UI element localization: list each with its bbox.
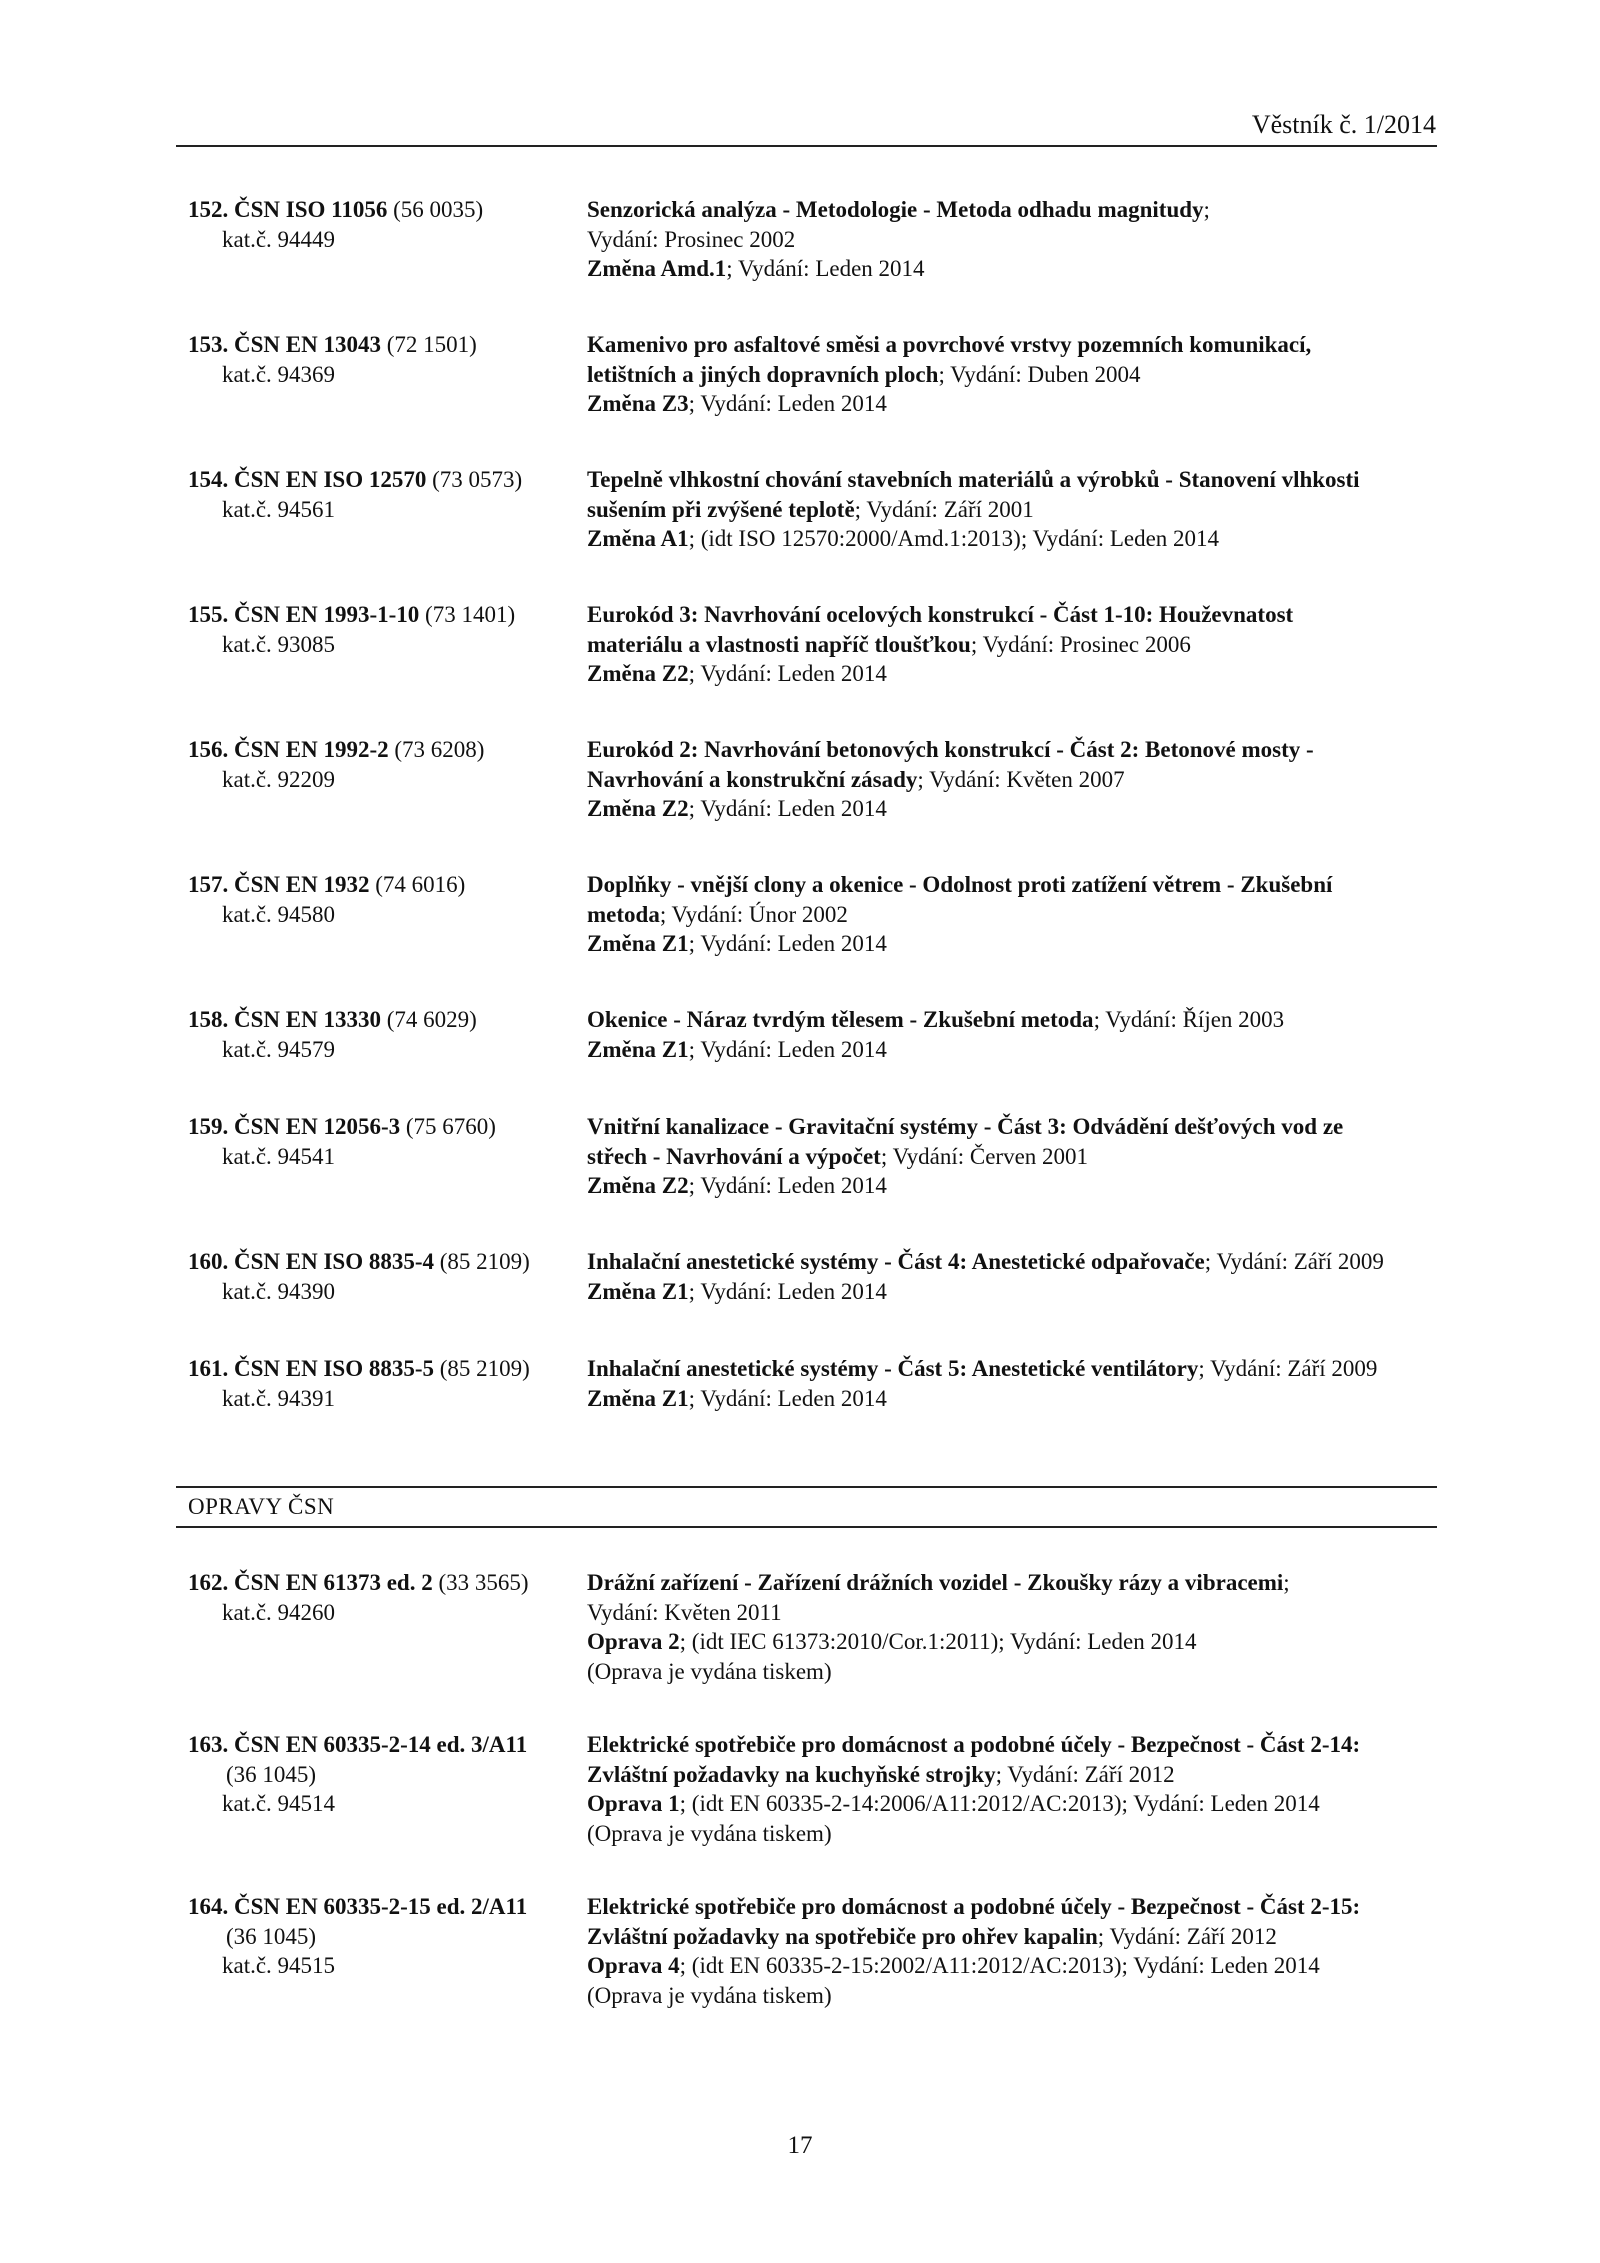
amendment-date: ; (idt ISO 12570:2000/Amd.1:2013); Vydání: Leden 2014: [688, 526, 1220, 551]
entry-number: 155.: [188, 602, 229, 627]
entry-description: [587, 1354, 1452, 1413]
catalog-number: kat.č. 94260: [222, 1599, 336, 1625]
catalog-number: kat.č. 94580: [222, 901, 336, 927]
entry-identifier: [188, 1112, 588, 1171]
section-header-corrections: [176, 1486, 1437, 1528]
catalog-number: kat.č. 94579: [222, 1036, 336, 1062]
class-code: (74 6029): [386, 1007, 477, 1032]
title-bold: Zvláštní požadavky na spotřebiče pro ohřev kapalin: [587, 1923, 1098, 1949]
entry-identifier: [188, 870, 588, 929]
issue-date: ; Vydání: Září 2009: [1204, 1249, 1384, 1274]
title-bold: střech - Navrhování a výpočet: [587, 1143, 881, 1169]
standard-code: ČSN EN 60335-2-15 ed. 2/A11: [234, 1894, 528, 1919]
class-code: (73 1401): [425, 602, 516, 627]
correction-label: Oprava 2: [587, 1629, 680, 1654]
correction-label: Oprava 1: [587, 1791, 680, 1816]
class-code: (85 2109): [439, 1249, 530, 1274]
class-code: (73 6208): [394, 737, 485, 762]
title-bold: materiálu a vlastnosti napříč tloušťkou: [587, 631, 971, 657]
class-code: (72 1501): [386, 332, 477, 357]
title-bold: sušením při zvýšené teplotě: [587, 496, 855, 522]
issue-date: ; Vydání: Září 2012: [1097, 1923, 1277, 1949]
catalog-number: kat.č. 94369: [222, 361, 336, 387]
entry-identifier: [188, 600, 588, 659]
class-code: (74 6016): [375, 872, 466, 897]
amendment-date: ; Vydání: Leden 2014: [688, 796, 887, 821]
title-bold: Eurokód 3: Navrhování ocelových konstrukcí - Část 1-10: Houževnatost: [587, 602, 1294, 627]
title-rest: ;: [1203, 197, 1210, 222]
standard-code: ČSN EN 13330: [234, 1007, 381, 1032]
title-bold: Tepelně vlhkostní chování stavebních materiálů a výrobků - Stanovení vlhkosti: [587, 467, 1360, 492]
entry-identifier: [188, 1247, 588, 1306]
standard-code: ČSN EN 61373 ed. 2: [234, 1570, 433, 1595]
issue-date: ; Vydání: Prosinec 2006: [970, 631, 1191, 657]
entry-description: [587, 1247, 1452, 1306]
issue-date: ; Vydání: Duben 2004: [938, 361, 1141, 387]
title-bold: Elektrické spotřebiče pro domácnost a podobné účely - Bezpečnost - Část 2-14:: [587, 1732, 1361, 1757]
class-code: (73 0573): [432, 467, 523, 492]
entry-description: [587, 330, 1452, 419]
amendment-date: ; Vydání: Leden 2014: [726, 256, 925, 281]
entry-identifier: [188, 465, 588, 524]
title-bold: Okenice - Náraz tvrdým tělesem - Zkušební metoda: [587, 1007, 1094, 1032]
catalog-number: kat.č. 94514: [222, 1791, 336, 1816]
entry-identifier: [188, 1892, 588, 1981]
standard-code: ČSN EN ISO 12570: [234, 467, 427, 492]
amendment-label: Změna A1: [587, 526, 689, 551]
entry-identifier: [188, 1005, 588, 1064]
entry-description: [587, 465, 1452, 554]
journal-issue-title: Věstník č. 1/2014: [1251, 110, 1436, 139]
issue-date: ; Vydání: Září 2012: [995, 1761, 1175, 1787]
entry-description: [587, 1730, 1452, 1848]
amendment-label: Změna Z2: [587, 1173, 689, 1198]
title-rest: ;: [1283, 1570, 1290, 1595]
amendment-date: ; Vydání: Leden 2014: [688, 931, 887, 956]
correction-label: Oprava 4: [587, 1953, 680, 1978]
standard-code: ČSN EN 1932: [234, 872, 370, 897]
standard-code: ČSN EN 12056-3: [234, 1114, 401, 1139]
print-note: (Oprava je vydána tiskem): [587, 1820, 832, 1846]
amendment-date: ; Vydání: Leden 2014: [688, 1278, 887, 1304]
amendment-label: Změna Amd.1: [587, 256, 727, 281]
entry-number: 163.: [188, 1732, 229, 1757]
amendment-label: Změna Z1: [587, 931, 689, 956]
amendment-label: Změna Z1: [587, 1278, 689, 1304]
header-divider: [176, 145, 1437, 147]
issue-date: ; Vydání: Říjen 2003: [1093, 1007, 1285, 1032]
page-number: 17: [787, 2132, 813, 2159]
entry-description: [587, 600, 1452, 689]
title-bold: Drážní zařízení - Zařízení drážních vozidel - Zkoušky rázy a vibracemi: [587, 1570, 1284, 1595]
entry-number: 164.: [188, 1894, 229, 1919]
amendment-label: Změna Z1: [587, 1385, 689, 1411]
standard-code: ČSN EN 60335-2-14 ed. 3/A11: [234, 1732, 528, 1757]
entry-description: [587, 870, 1452, 959]
entry-number: 152.: [188, 197, 229, 222]
entry-description: [587, 1112, 1452, 1201]
amendment-label: Změna Z1: [587, 1036, 689, 1062]
class-code: (36 1045): [226, 1761, 317, 1787]
amendment-label: Změna Z2: [587, 661, 689, 686]
catalog-number: kat.č. 94541: [222, 1143, 336, 1169]
standard-code: ČSN EN ISO 8835-4: [234, 1249, 435, 1274]
title-bold: metoda: [587, 901, 660, 927]
entry-number: 157.: [188, 872, 229, 897]
standard-code: ČSN EN 13043: [234, 332, 381, 357]
entry-number: 160.: [188, 1249, 229, 1274]
title-bold: Doplňky - vnější clony a okenice - Odolnost proti zatížení větrem - Zkušební: [587, 872, 1333, 897]
issue-date: ; Vydání: Květen 2007: [917, 766, 1125, 792]
entry-number: 153.: [188, 332, 229, 357]
amendment-date: ; Vydání: Leden 2014: [688, 391, 887, 416]
title-bold: Navrhování a konstrukční zásady: [587, 766, 918, 792]
class-code: (56 0035): [393, 197, 484, 222]
catalog-number: kat.č. 92209: [222, 766, 336, 792]
entry-identifier: [188, 1354, 588, 1413]
issue-date: Vydání: Květen 2011: [587, 1599, 782, 1625]
class-code: (85 2109): [439, 1356, 530, 1381]
amendment-date: ; Vydání: Leden 2014: [688, 1036, 887, 1062]
standard-code: ČSN EN ISO 8835-5: [234, 1356, 435, 1381]
issue-date: ; Vydání: Červen 2001: [880, 1143, 1089, 1169]
correction-date: ; (idt EN 60335-2-14:2006/A11:2012/AC:2013); Vydání: Leden 2014: [679, 1791, 1320, 1816]
title-bold: letištních a jiných dopravních ploch: [587, 361, 939, 387]
catalog-number: kat.č. 94391: [222, 1385, 336, 1411]
entry-description: [587, 1568, 1452, 1686]
title-bold: Inhalační anestetické systémy - Část 5: Anestetické ventilátory: [587, 1356, 1199, 1381]
entry-identifier: [188, 195, 588, 254]
issue-date: ; Vydání: Únor 2002: [659, 901, 848, 927]
class-code: (36 1045): [226, 1923, 317, 1949]
entry-identifier: [188, 735, 588, 794]
entry-description: [587, 1005, 1452, 1064]
entry-identifier: [188, 1730, 588, 1819]
amendment-date: ; Vydání: Leden 2014: [688, 661, 887, 686]
entry-number: 162.: [188, 1570, 229, 1595]
entry-identifier: [188, 1568, 588, 1627]
entry-description: [587, 195, 1452, 284]
entry-description: [587, 1892, 1452, 2010]
standard-code: ČSN ISO 11056: [234, 197, 388, 222]
amendment-label: Změna Z2: [587, 796, 689, 821]
standard-code: ČSN EN 1993-1-10: [234, 602, 420, 627]
issue-date: Vydání: Prosinec 2002: [587, 226, 796, 252]
class-code: (75 6760): [405, 1114, 496, 1139]
standard-code: ČSN EN 1992-2: [234, 737, 389, 762]
amendment-label: Změna Z3: [587, 391, 689, 416]
entry-number: 161.: [188, 1356, 229, 1381]
catalog-number: kat.č. 94515: [222, 1953, 336, 1978]
entry-identifier: [188, 330, 588, 389]
title-bold: Zvláštní požadavky na kuchyňské strojky: [587, 1761, 996, 1787]
amendment-date: ; Vydání: Leden 2014: [688, 1385, 887, 1411]
correction-date: ; (idt IEC 61373:2010/Cor.1:2011); Vydání: Leden 2014: [679, 1629, 1197, 1654]
title-bold: Inhalační anestetické systémy - Část 4: Anestetické odpařovače: [587, 1249, 1205, 1274]
catalog-number: kat.č. 94561: [222, 496, 336, 522]
catalog-number: kat.č. 94449: [222, 226, 336, 252]
class-code: (33 3565): [438, 1570, 529, 1595]
catalog-number: kat.č. 94390: [222, 1278, 336, 1304]
title-bold: Elektrické spotřebiče pro domácnost a podobné účely - Bezpečnost - Část 2-15:: [587, 1894, 1361, 1919]
title-bold: Kamenivo pro asfaltové směsi a povrchové vrstvy pozemních komunikací,: [587, 332, 1312, 357]
amendment-date: ; Vydání: Leden 2014: [688, 1173, 887, 1198]
entry-number: 154.: [188, 467, 229, 492]
print-note: (Oprava je vydána tiskem): [587, 1658, 832, 1684]
issue-date: ; Vydání: Září 2009: [1198, 1356, 1378, 1381]
correction-date: ; (idt EN 60335-2-15:2002/A11:2012/AC:2013); Vydání: Leden 2014: [679, 1953, 1320, 1978]
catalog-number: kat.č. 93085: [222, 631, 336, 657]
title-bold: Senzorická analýza - Metodologie - Metoda odhadu magnitudy: [587, 197, 1204, 222]
title-bold: Eurokód 2: Navrhování betonových konstrukcí - Část 2: Betonové mosty -: [587, 737, 1314, 762]
title-bold: Vnitřní kanalizace - Gravitační systémy - Část 3: Odvádění dešťových vod ze: [587, 1114, 1344, 1139]
entry-number: 156.: [188, 737, 229, 762]
entry-description: [587, 735, 1452, 824]
section-title: OPRAVY ČSN: [188, 1494, 335, 1519]
print-note: (Oprava je vydána tiskem): [587, 1982, 832, 2008]
issue-date: ; Vydání: Září 2001: [854, 496, 1034, 522]
entry-number: 159.: [188, 1114, 229, 1139]
entry-number: 158.: [188, 1007, 229, 1032]
